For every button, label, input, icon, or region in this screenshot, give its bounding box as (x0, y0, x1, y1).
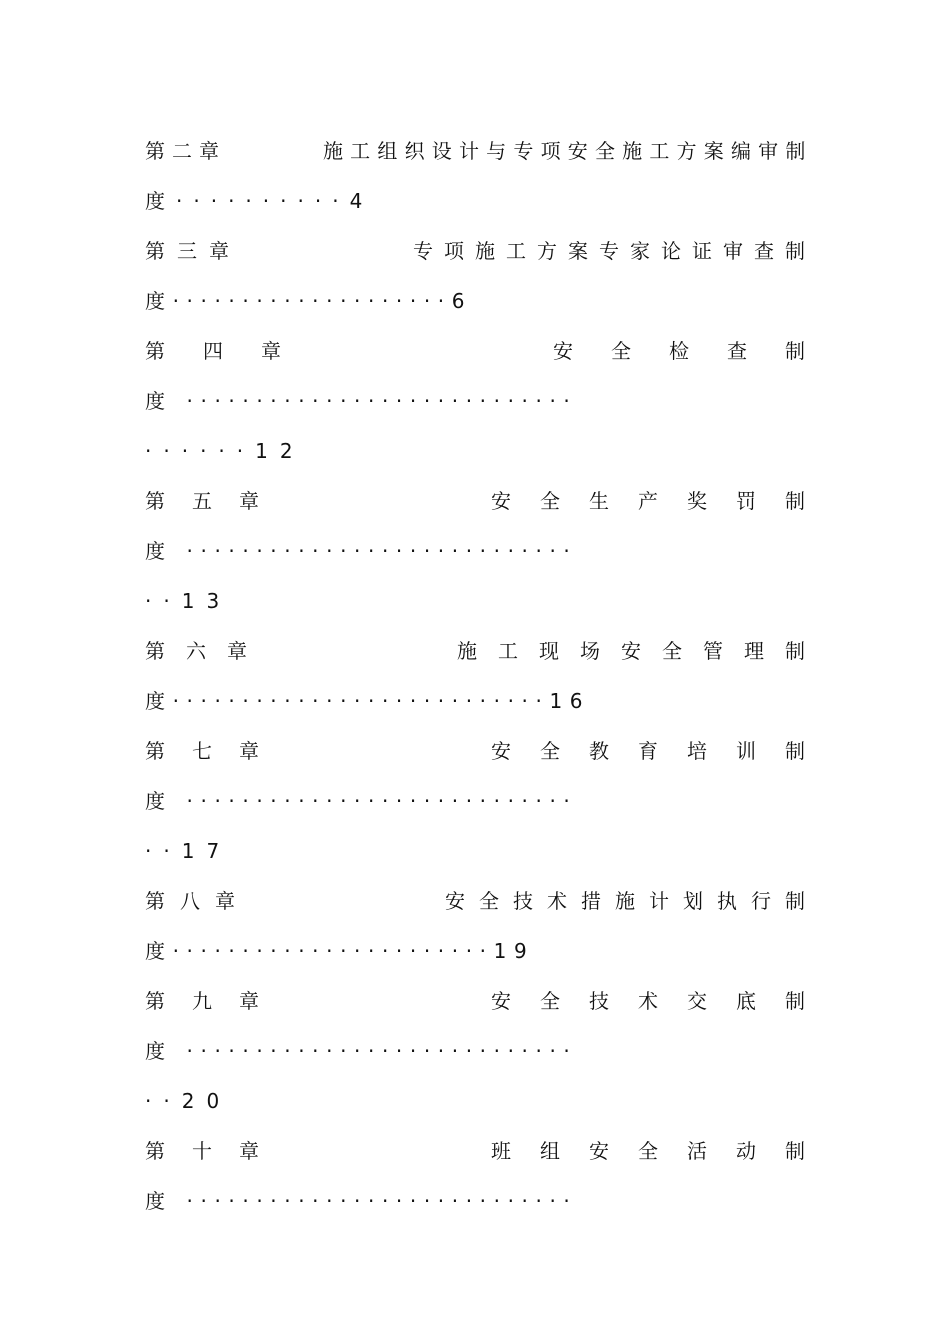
toc-heading-line (145, 1126, 834, 1176)
toc-chapter-label: 第九章 (145, 989, 286, 1013)
toc-leader-line (145, 676, 805, 726)
toc-chapter-label: 第八章 (145, 889, 250, 913)
toc-heading-line (145, 326, 843, 376)
toc-heading-line (145, 476, 834, 526)
toc-heading-line (145, 876, 819, 926)
toc-leader-dots: 度 ···························· (145, 539, 578, 563)
toc-leader-page: ······12 (145, 439, 305, 463)
toc-heading-line (145, 726, 834, 776)
toc-heading-line (145, 226, 816, 276)
toc-leader-page: ··13 (145, 589, 232, 613)
toc-chapter-title: 安全技术交底制 (491, 989, 834, 1013)
toc-leader-dots: 度 ···························· (145, 1039, 578, 1063)
toc-leader-dots: 度 ···························· (145, 789, 578, 813)
toc-heading-line (145, 976, 834, 1026)
toc-leader-continuation (145, 1076, 805, 1126)
toc-leader-line (145, 276, 805, 326)
toc-chapter-label: 第七章 (145, 739, 286, 763)
toc-leader-line (145, 776, 805, 826)
toc-chapter-title: 班组安全活动制 (491, 1139, 834, 1163)
toc-chapter-label: 第三章 (145, 239, 241, 263)
toc-chapter-label: 第六章 (145, 639, 268, 663)
toc-chapter-title: 施工现场安全管理制 (457, 639, 826, 663)
toc-leader-line (145, 1176, 805, 1226)
toc-leader-line (145, 526, 805, 576)
toc-leader-dots: 度 ···························· (145, 1189, 578, 1213)
toc-leader-page: 度···························16 (145, 689, 591, 713)
toc-heading-line (145, 626, 826, 676)
toc-chapter-label: 第二章 (145, 139, 226, 163)
toc-chapter-title: 安全技术措施计划执行制 (445, 889, 819, 913)
toc-leader-line (145, 176, 805, 226)
toc-chapter-label: 第四章 (145, 339, 319, 363)
toc-leader-page: 度·······················19 (145, 939, 535, 963)
toc-chapter-title: 安全检查制 (553, 339, 843, 363)
table-of-contents (145, 126, 843, 1226)
toc-chapter-label: 第十章 (145, 1139, 286, 1163)
toc-chapter-title: 安全生产奖罚制 (491, 489, 834, 513)
toc-leader-continuation (145, 826, 805, 876)
toc-leader-line (145, 926, 805, 976)
toc-chapter-label: 第五章 (145, 489, 286, 513)
toc-chapter-title: 专项施工方案专家论证审查制 (413, 239, 816, 263)
toc-chapter-title: 施工组织设计与专项安全施工方案编审制 (322, 139, 813, 163)
toc-leader-page: ··17 (145, 839, 232, 863)
toc-leader-page: 度··········4 (145, 189, 374, 213)
toc-leader-dots: 度 ···························· (145, 389, 578, 413)
toc-leader-line (145, 1026, 805, 1076)
toc-chapter-title: 安全教育培训制 (491, 739, 834, 763)
toc-leader-page: ··20 (145, 1089, 232, 1113)
toc-leader-continuation (145, 426, 805, 476)
toc-leader-line (145, 376, 805, 426)
toc-leader-continuation (145, 576, 805, 626)
toc-heading-line (145, 126, 813, 176)
toc-leader-page: 度····················6 (145, 289, 473, 313)
